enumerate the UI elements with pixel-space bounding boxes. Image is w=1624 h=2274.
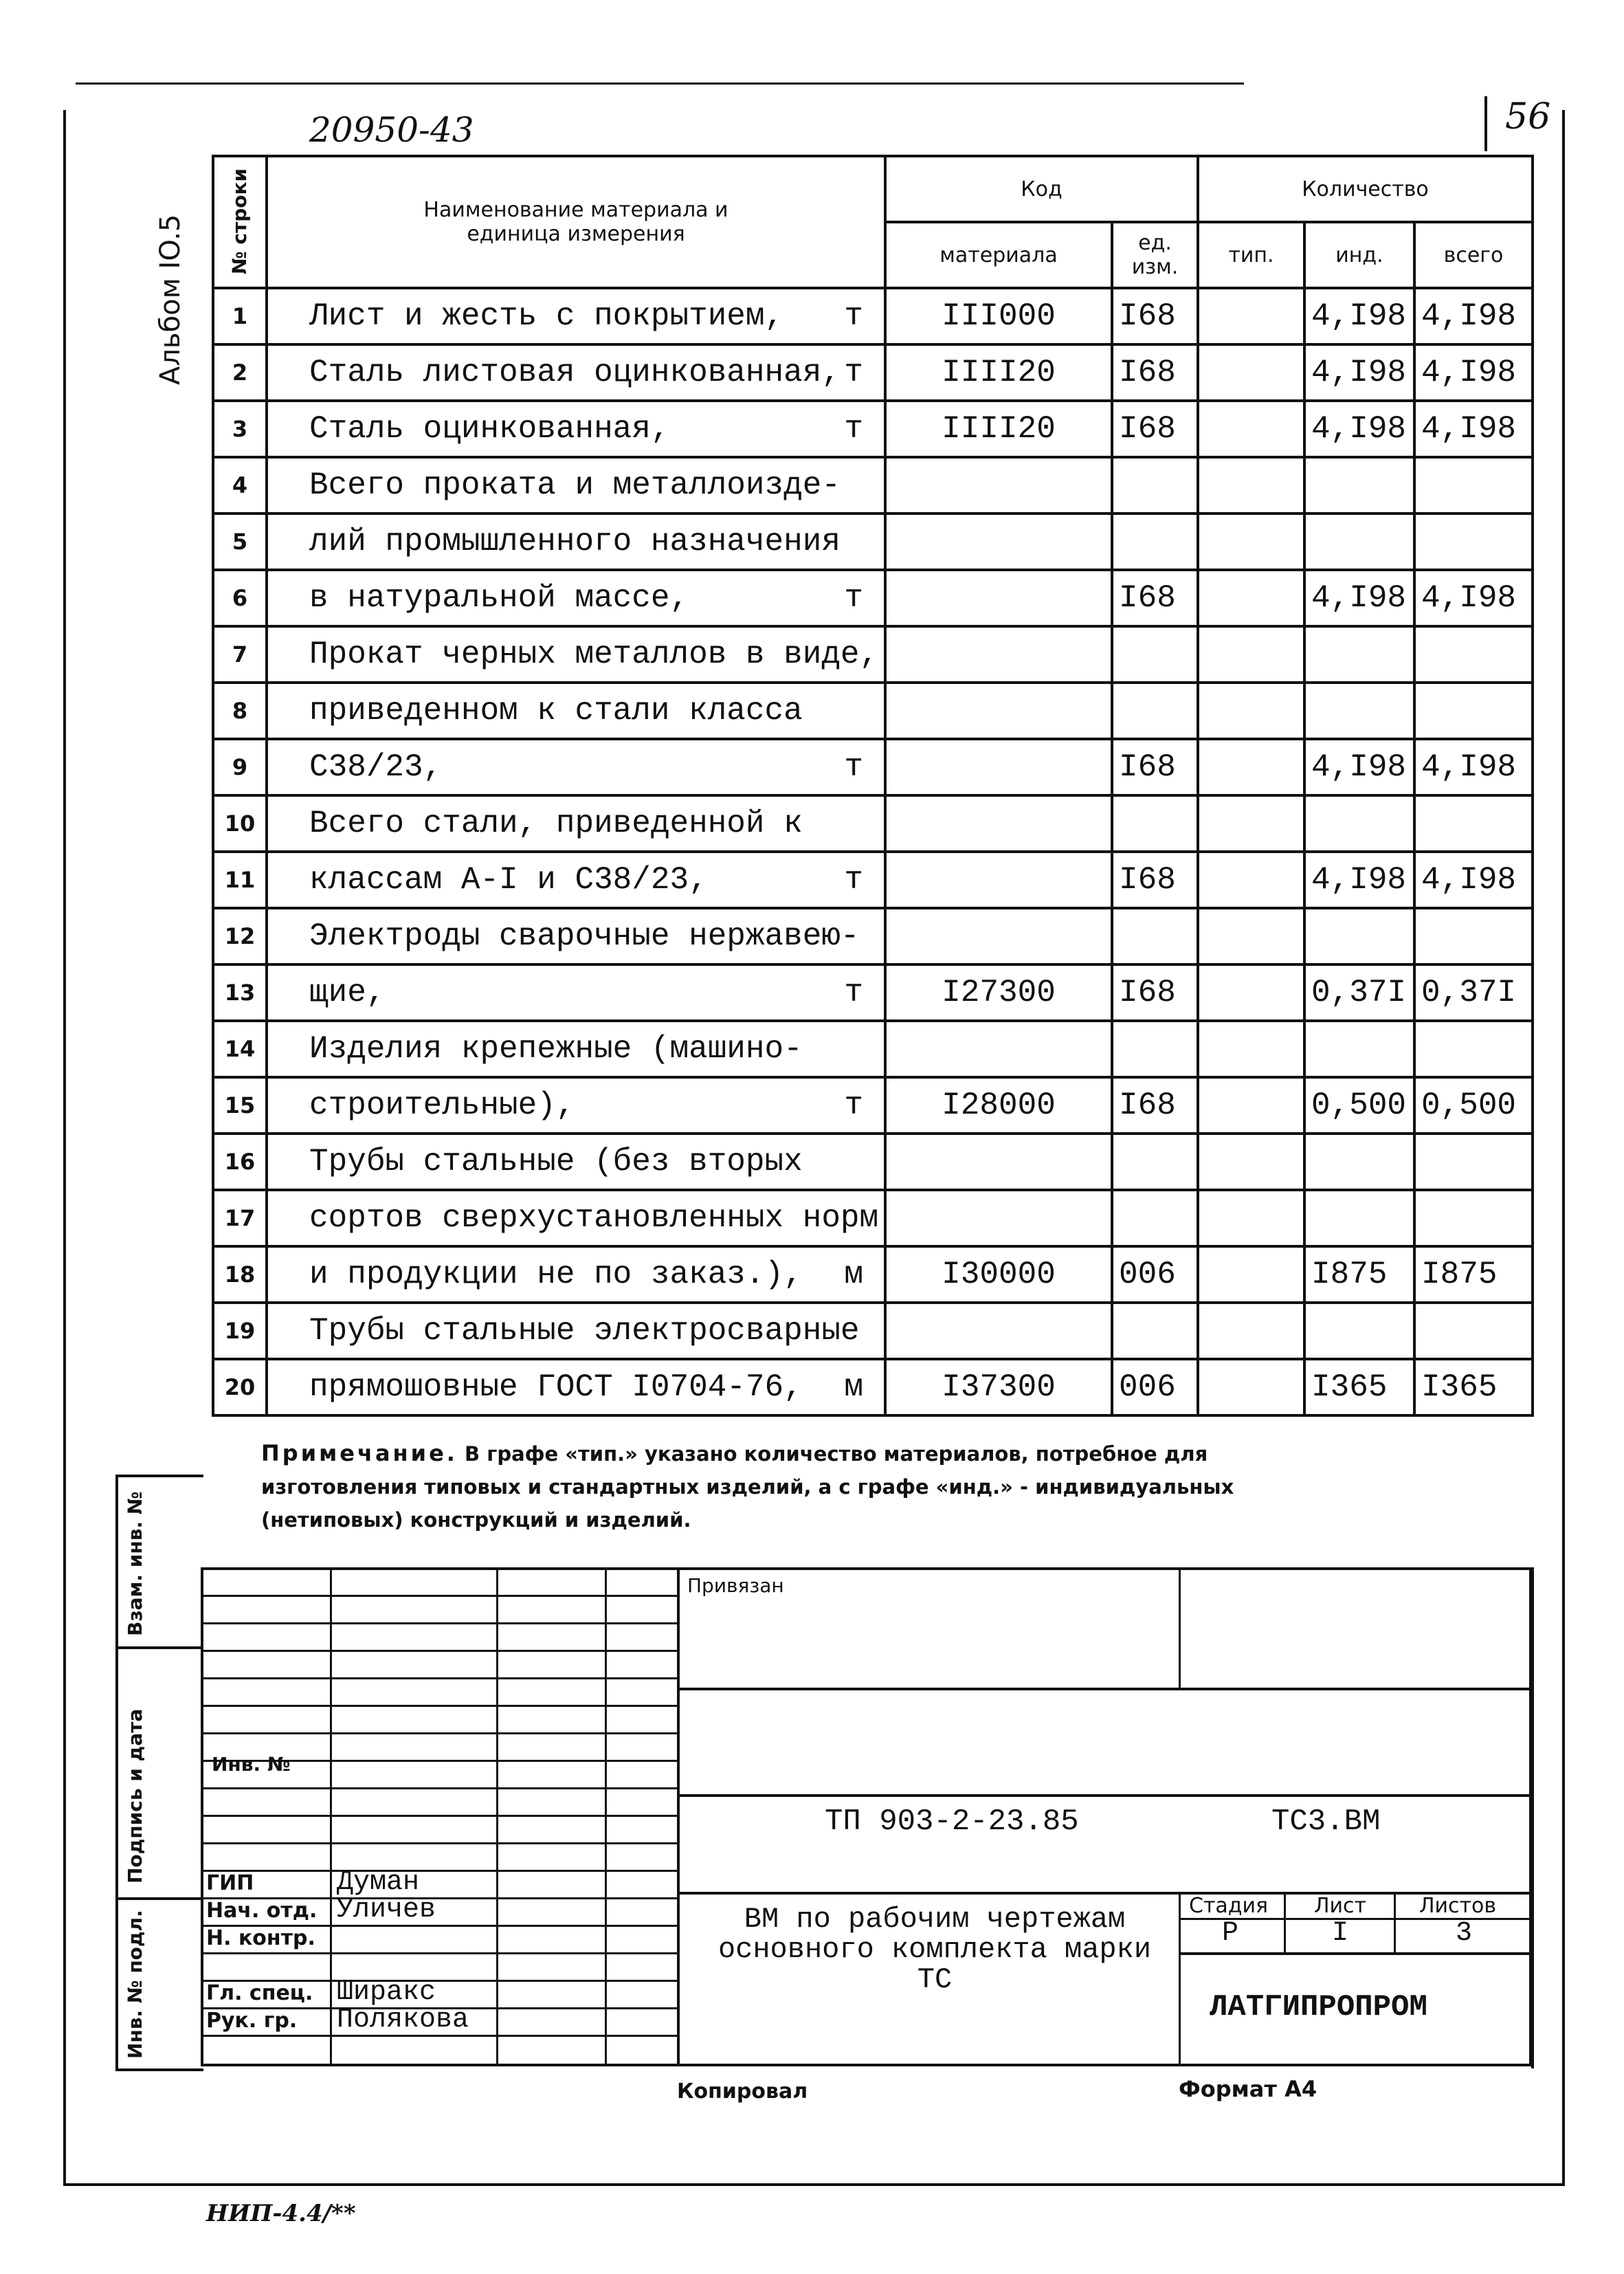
role-title: ГИП [206, 1871, 254, 1895]
role-person: Уличев [337, 1895, 436, 1925]
role-title: Гл. спец. [206, 1981, 313, 2005]
material-name-text: Сталь оцинкованная, [309, 411, 670, 447]
col-qty-ind-header: инд. [1304, 222, 1414, 288]
qty-typ [1198, 1303, 1304, 1359]
org-name: ЛАТГИПРОПРОМ [1210, 1990, 1427, 2024]
qty-ind [1304, 626, 1414, 683]
qty-typ [1198, 1077, 1304, 1134]
qty-total [1414, 1303, 1533, 1359]
qty-ind: 4,I98 [1304, 401, 1414, 457]
qty-total: 4,I98 [1414, 288, 1533, 344]
material-name [267, 1190, 885, 1246]
unit-code: I68 [1112, 739, 1198, 795]
material-code: I37300 [885, 1359, 1112, 1415]
table-row [213, 1359, 1533, 1415]
table-row [213, 570, 1533, 626]
qty-total [1414, 683, 1533, 739]
mark: ТС3.ВМ [1271, 1804, 1381, 1839]
unit-code [1112, 683, 1198, 739]
material-name-text: лий промышленного назначения [309, 524, 841, 560]
table-row [213, 795, 1533, 852]
copied-label: Копировал [677, 2079, 808, 2104]
material-name-text: Трубы стальные (без вторых [309, 1144, 803, 1180]
material-name-text: в натуральной массе, [309, 580, 689, 616]
doc-title: ВМ по рабочим чертежам основного комплекта марки ТС [718, 1903, 1152, 1996]
row-number: 20 [213, 1359, 267, 1415]
material-code: I27300 [885, 964, 1112, 1021]
sheet-label: Лист [1314, 1894, 1367, 1918]
row-number: 13 [213, 964, 267, 1021]
unit-code: I68 [1112, 1077, 1198, 1134]
material-name [267, 1077, 885, 1134]
qty-typ [1198, 1190, 1304, 1246]
qty-ind [1304, 514, 1414, 570]
unit-code: I68 [1112, 570, 1198, 626]
material-name [267, 964, 885, 1021]
qty-typ [1198, 908, 1304, 964]
sheets-label: Листов [1419, 1894, 1497, 1918]
material-code: I28000 [885, 1077, 1112, 1134]
material-name [267, 288, 885, 344]
role-title: Рук. гр. [206, 2009, 298, 2033]
note-label: Примечание. [261, 1440, 458, 1466]
qty-ind [1304, 1134, 1414, 1190]
unit-code [1112, 1021, 1198, 1077]
row-number: 14 [213, 1021, 267, 1077]
qty-typ [1198, 457, 1304, 514]
table-row [213, 401, 1533, 457]
frame-left [63, 110, 66, 2186]
unit-code: 006 [1112, 1359, 1198, 1415]
materials-table [212, 155, 1534, 1417]
qty-typ [1198, 1021, 1304, 1077]
material-name-text: Сталь листовая оцинкованная, [309, 355, 841, 390]
table-row [213, 1303, 1533, 1359]
qty-total [1414, 1021, 1533, 1077]
material-name-text: Прокат черных металлов в виде, [309, 637, 879, 672]
material-name-text: строительные), [309, 1088, 575, 1123]
frame-bottom [63, 2183, 1565, 2186]
material-name-text: Лист и жесть с покрытием, [309, 298, 784, 334]
material-code [885, 626, 1112, 683]
material-unit: т [844, 1088, 863, 1123]
qty-ind: 4,I98 [1304, 570, 1414, 626]
material-name [267, 739, 885, 795]
material-name-text: Всего стали, приведенной к [309, 806, 803, 841]
material-unit: т [844, 411, 863, 447]
qty-typ [1198, 1134, 1304, 1190]
col-qty-header: Количество [1198, 156, 1533, 222]
material-name [267, 1359, 885, 1415]
table-row [213, 626, 1533, 683]
table-row [213, 457, 1533, 514]
col-code-header: Код [885, 156, 1198, 222]
qty-typ [1198, 739, 1304, 795]
material-name-text: Изделия крепежные (машино- [309, 1031, 803, 1067]
material-code [885, 795, 1112, 852]
table-row [213, 1021, 1533, 1077]
material-name-text: приведенном к стали класса [309, 693, 803, 729]
table-row [213, 739, 1533, 795]
material-name-text: щие, [309, 975, 386, 1011]
stamp-text: НИП-4.4/** [206, 2200, 356, 2227]
qty-typ [1198, 852, 1304, 908]
material-name-text: и продукции не по заказ.), [309, 1257, 803, 1292]
qty-ind: 4,I98 [1304, 739, 1414, 795]
row-number: 18 [213, 1246, 267, 1303]
material-unit: т [844, 975, 863, 1011]
inv-podl-label: Инв. № подл. [124, 1910, 146, 2059]
podpis-label: Подпись и дата [124, 1708, 146, 1884]
material-unit: т [844, 749, 863, 785]
unit-code: I68 [1112, 401, 1198, 457]
material-name-text: Трубы стальные электросварные [309, 1313, 860, 1349]
material-name-text: прямошовные ГОСТ I0704-76, [309, 1369, 803, 1405]
table-row [213, 1077, 1533, 1134]
row-number: 6 [213, 570, 267, 626]
qty-ind: 0,37I [1304, 964, 1414, 1021]
qty-typ [1198, 626, 1304, 683]
material-unit: м [844, 1369, 863, 1405]
qty-total: 4,I98 [1414, 570, 1533, 626]
row-number: 17 [213, 1190, 267, 1246]
material-code [885, 683, 1112, 739]
table-row [213, 683, 1533, 739]
table-row [213, 1134, 1533, 1190]
unit-code: I68 [1112, 344, 1198, 401]
vzam-label: Взам. инв. № [124, 1491, 146, 1636]
material-unit: т [844, 580, 863, 616]
note [261, 1437, 1258, 1536]
qty-total: 4,I98 [1414, 739, 1533, 795]
material-code [885, 1190, 1112, 1246]
unit-code: I68 [1112, 288, 1198, 344]
sheets-value: 3 [1456, 1918, 1473, 1949]
unit-code: I68 [1112, 852, 1198, 908]
col-qty-total-header: всего [1414, 222, 1533, 288]
material-unit: т [844, 862, 863, 898]
qty-ind: 4,I98 [1304, 852, 1414, 908]
qty-total: 4,I98 [1414, 401, 1533, 457]
qty-ind [1304, 908, 1414, 964]
table-row [213, 288, 1533, 344]
qty-typ [1198, 795, 1304, 852]
material-code: I30000 [885, 1246, 1112, 1303]
qty-total: 4,I98 [1414, 344, 1533, 401]
unit-code [1112, 1303, 1198, 1359]
qty-typ [1198, 401, 1304, 457]
material-name [267, 1134, 885, 1190]
col-code-material-header: материала [885, 222, 1112, 288]
table-row [213, 344, 1533, 401]
qty-typ [1198, 288, 1304, 344]
material-code: IIII20 [885, 344, 1112, 401]
material-code [885, 852, 1112, 908]
material-name [267, 795, 885, 852]
material-name [267, 908, 885, 964]
qty-ind: 0,500 [1304, 1077, 1414, 1134]
material-name [267, 852, 885, 908]
row-number: 10 [213, 795, 267, 852]
privyazan-label: Привязан [687, 1574, 784, 1597]
qty-total: 0,37I [1414, 964, 1533, 1021]
qty-ind [1304, 1190, 1414, 1246]
qty-total: 4,I98 [1414, 852, 1533, 908]
role-person: Думан [337, 1867, 420, 1898]
col-row-no-header: № строки [213, 156, 267, 288]
col-code-unit-header: ед. изм. [1112, 222, 1198, 288]
row-number: 2 [213, 344, 267, 401]
sheet-number: 56 [1505, 96, 1551, 137]
material-name-text: Электроды сварочные нержавею- [309, 918, 860, 954]
frame-right [1562, 110, 1565, 2186]
unit-code: I68 [1112, 964, 1198, 1021]
format-label: Формат А4 [1179, 2076, 1317, 2102]
qty-ind [1304, 795, 1414, 852]
table-row [213, 908, 1533, 964]
material-name [267, 626, 885, 683]
table-row [213, 852, 1533, 908]
row-number: 15 [213, 1077, 267, 1134]
material-code [885, 1021, 1112, 1077]
row-number: 5 [213, 514, 267, 570]
row-number: 12 [213, 908, 267, 964]
role-title: Нач. отд. [206, 1899, 318, 1923]
material-unit: м [844, 1257, 863, 1292]
qty-total [1414, 795, 1533, 852]
col-qty-typ-header: тип. [1198, 222, 1304, 288]
row-number: 1 [213, 288, 267, 344]
material-unit: т [844, 298, 863, 334]
qty-total: 0,500 [1414, 1077, 1533, 1134]
unit-code [1112, 514, 1198, 570]
inv-no-label: Инв. № [212, 1753, 291, 1776]
album-label: Альбом IO.5 [155, 214, 186, 385]
qty-ind [1304, 1021, 1414, 1077]
designation: ТП 903-2-23.85 [825, 1804, 1079, 1839]
material-name-text: классам А-I и С38/23, [309, 862, 708, 898]
material-name-text: Всего проката и металлоизде- [309, 467, 841, 503]
material-name [267, 683, 885, 739]
qty-total [1414, 626, 1533, 683]
qty-total: I875 [1414, 1246, 1533, 1303]
unit-code [1112, 626, 1198, 683]
qty-ind [1304, 457, 1414, 514]
qty-total [1414, 514, 1533, 570]
material-code: IIII20 [885, 401, 1112, 457]
qty-ind: I365 [1304, 1359, 1414, 1415]
material-unit: т [844, 355, 863, 390]
qty-total [1414, 1134, 1533, 1190]
col-name-header: Наименование материала и единица измерения [267, 156, 885, 288]
qty-typ [1198, 344, 1304, 401]
material-name [267, 1303, 885, 1359]
table-row [213, 964, 1533, 1021]
qty-ind [1304, 683, 1414, 739]
table-row [213, 1246, 1533, 1303]
qty-total [1414, 457, 1533, 514]
row-number: 7 [213, 626, 267, 683]
material-code [885, 457, 1112, 514]
row-number: 4 [213, 457, 267, 514]
doc-number: 20950-43 [309, 110, 474, 150]
material-code: III000 [885, 288, 1112, 344]
qty-total: I365 [1414, 1359, 1533, 1415]
qty-ind [1304, 1303, 1414, 1359]
unit-code [1112, 1190, 1198, 1246]
role-person: Полякова [337, 2005, 469, 2035]
material-name-text: С38/23, [309, 749, 443, 785]
unit-code: 006 [1112, 1246, 1198, 1303]
row-number: 8 [213, 683, 267, 739]
row-number: 3 [213, 401, 267, 457]
sheet-value: I [1332, 1918, 1349, 1949]
qty-typ [1198, 964, 1304, 1021]
material-code [885, 1134, 1112, 1190]
material-name [267, 1021, 885, 1077]
table-row [213, 1190, 1533, 1246]
material-code [885, 908, 1112, 964]
row-number: 19 [213, 1303, 267, 1359]
stage-label: Стадия [1189, 1894, 1269, 1918]
material-name [267, 570, 885, 626]
material-name [267, 514, 885, 570]
qty-total [1414, 1190, 1533, 1246]
role-title: Н. контр. [206, 1926, 315, 1950]
stage-value: Р [1222, 1918, 1239, 1949]
qty-ind: I875 [1304, 1246, 1414, 1303]
qty-typ [1198, 514, 1304, 570]
qty-ind: 4,I98 [1304, 344, 1414, 401]
material-name [267, 1246, 885, 1303]
material-code [885, 739, 1112, 795]
unit-code [1112, 795, 1198, 852]
material-name-text: сортов сверхустановленных норм [309, 1200, 879, 1236]
qty-typ [1198, 570, 1304, 626]
top-dashed-line [76, 82, 1244, 85]
note-text: В графе «тип.» указано количество материалов, потребное для изготовления типовых и стандартных изделий, а с графе «инд.» - индивидуальных (нетиповых) конструкций и изделий. [261, 1442, 1234, 1532]
row-number: 16 [213, 1134, 267, 1190]
table-row [213, 514, 1533, 570]
material-code [885, 570, 1112, 626]
material-code [885, 1303, 1112, 1359]
material-name [267, 457, 885, 514]
qty-ind: 4,I98 [1304, 288, 1414, 344]
material-name [267, 344, 885, 401]
sheet-number-box-line [1484, 96, 1487, 151]
material-code [885, 514, 1112, 570]
qty-typ [1198, 1246, 1304, 1303]
unit-code [1112, 1134, 1198, 1190]
qty-typ [1198, 1359, 1304, 1415]
row-number: 9 [213, 739, 267, 795]
qty-typ [1198, 683, 1304, 739]
qty-total [1414, 908, 1533, 964]
unit-code [1112, 908, 1198, 964]
unit-code [1112, 457, 1198, 514]
row-number: 11 [213, 852, 267, 908]
material-name [267, 401, 885, 457]
role-person: Ширакс [337, 1977, 436, 2008]
